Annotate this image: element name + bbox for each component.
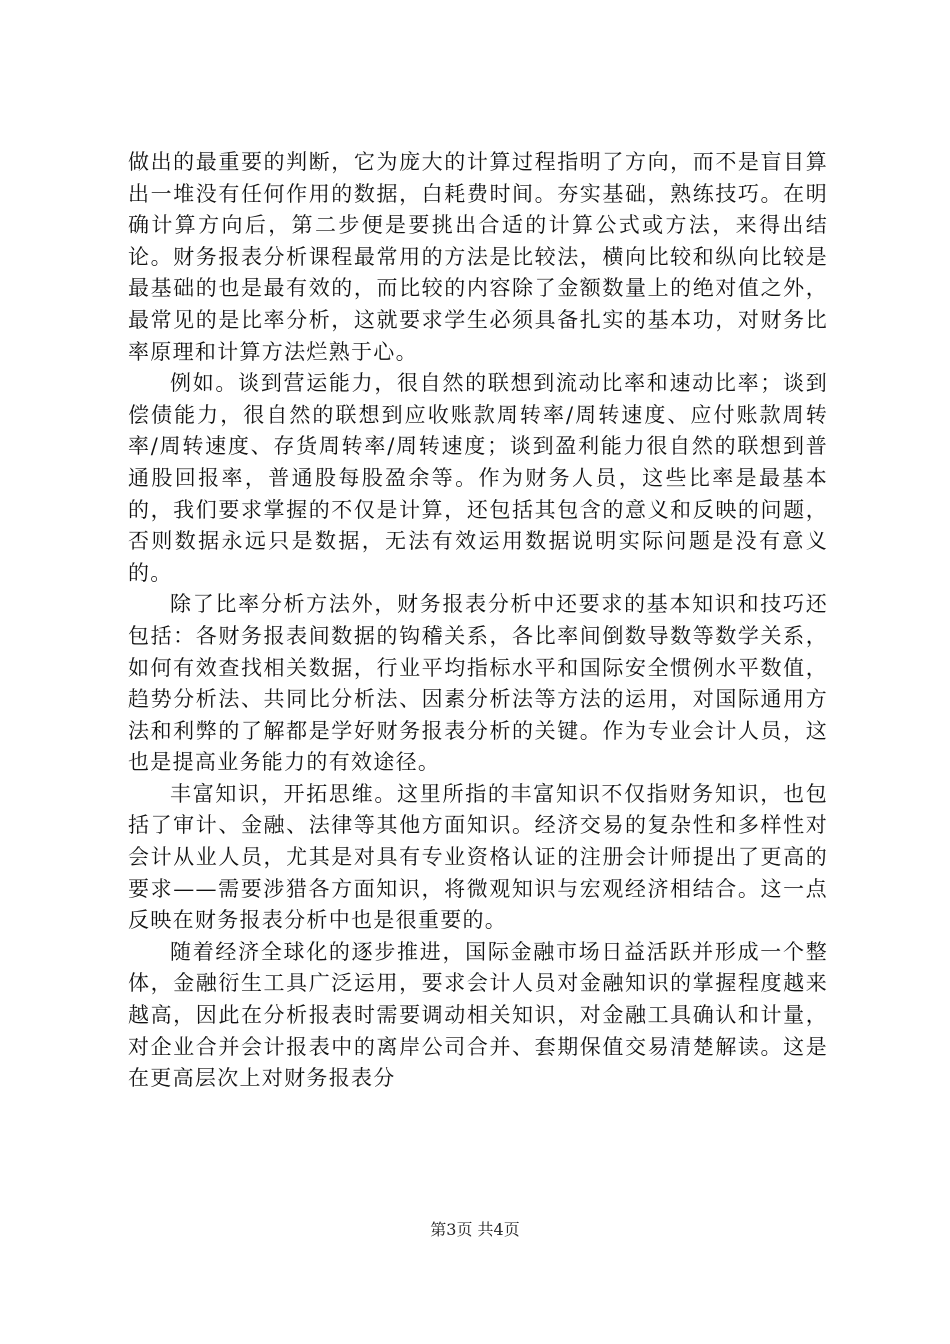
document-body [128, 147, 828, 1095]
page-number-footer: 第3页 共4页 [430, 1220, 520, 1239]
paragraph-globalization: 随着经济全球化的逐步推进，国际金融市场日益活跃并形成一个整体，金融衍生工具广泛运用，要求会计人员对金融知识的掌握程度越来越高，因此在分析报表时需要调动相关知识，对金融工具确认和计量，对企业合并会计报表中的离岸公司合并、套期保值交易清楚解读。这是在更高层次上对财务报表分 [128, 939, 828, 1091]
paragraph-basic-knowledge: 除了比率分析方法外，财务报表分析中还要求的基本知识和技巧还包括：各财务报表间数据的钩稽关系，各比率间倒数导数等数学关系，如何有效查找相关数据，行业平均指标水平和国际安全惯例水平数值，趋势分析法、共同比分析法、因素分析法等方法的运用，对国际通用方法和利弊的了解都是学好财务报表分析的关键。作为专业会计人员，这也是提高业务能力的有效途径。 [128, 592, 828, 775]
paragraph-broaden-knowledge: 丰富知识，开拓思维。这里所指的丰富知识不仅指财务知识，也包括了审计、金融、法律等其他方面知识。经济交易的复杂性和多样性对会计从业人员，尤其是对具有专业资格认证的注册会计师提出了更高的要求——需要涉猎各方面知识，将微观知识与宏观经济相结合。这一点反映在财务报表分析中也是很重要的。 [128, 781, 828, 933]
paragraph-ratio-examples: 例如。谈到营运能力，很自然的联想到流动比率和速动比率；谈到偿债能力，很自然的联想到应收账款周转率/周转速度、应付账款周转率/周转速度、存货周转率/周转速度；谈到盈利能力很自然的联想到普通股回报率，普通股每股盈余等。作为财务人员，这些比率是最基本的，我们要求掌握的不仅是计算，还包括其包含的意义和反映的问题，否则数据永远只是数据，无法有效运用数据说明实际问题是没有意义的。 [128, 371, 828, 585]
paragraph-continuation: 做出的最重要的判断，它为庞大的计算过程指明了方向，而不是盲目算出一堆没有任何作用的数据，白耗费时间。夯实基础，熟练技巧。在明确计算方向后，第二步便是要挑出合适的计算公式或方法，来得出结论。财务报表分析课程最常用的方法是比较法，横向比较和纵向比较是最基础的也是最有效的，而比较的内容除了金额数量上的绝对值之外，最常见的是比率分析，这就要求学生必须具备扎实的基本功，对财务比率原理和计算方法烂熟于心。 [128, 150, 828, 364]
